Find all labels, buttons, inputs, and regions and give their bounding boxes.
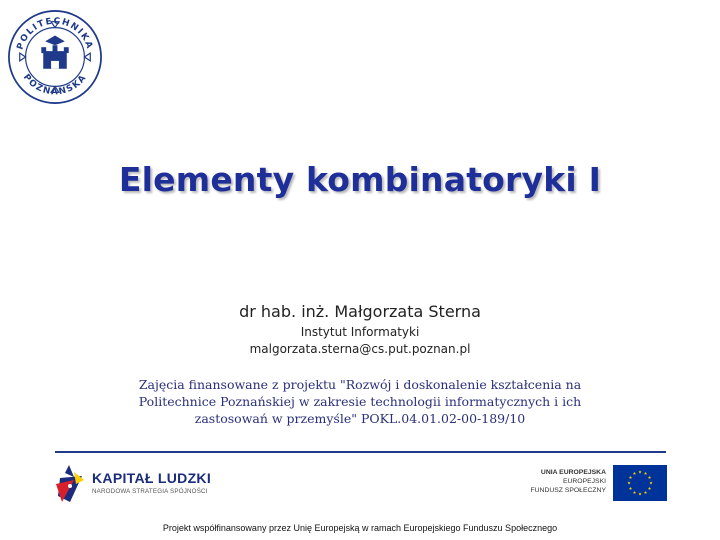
kapital-ludzki-logo: [52, 462, 86, 504]
funding-line: zastosowań w przemyśle" POKL.04.01.02-00-189/10: [194, 411, 526, 426]
slide-title: Elementy kombinatoryki I: [118, 160, 602, 199]
kapital-ludzki-name: KAPITAŁ LUDZKI: [92, 470, 212, 486]
institute-name: Instytut Informatyki: [300, 325, 420, 339]
divider-line: [55, 451, 666, 453]
seal-text-top: POLITECHNIKA: [15, 16, 95, 52]
eu-text-block: [500, 468, 606, 495]
svg-text:POZNAŃSKA: [21, 73, 89, 98]
funding-line: Politechnice Poznańskiej w zakresie technologii informatycznych i ich: [138, 394, 582, 409]
university-seal-logo: [6, 8, 104, 106]
eu-label-union: UNIA EUROPEJSKA: [540, 469, 606, 476]
eu-flag-icon: [613, 465, 667, 501]
footer-cofinancing-note: Projekt współfinansowany przez Unię Europejską w ramach Europejskiego Funduszu Społecznego: [162, 523, 558, 533]
funding-note: [130, 376, 590, 427]
author-name: dr hab. inż. Małgorzata Sterna: [239, 302, 481, 321]
eu-label-fund: FUNDUSZ SPOŁECZNY: [530, 487, 606, 494]
eu-label-european: EUROPEJSKI: [562, 478, 606, 485]
author-email[interactable]: malgorzata.sterna@cs.put.poznan.pl: [249, 342, 471, 356]
kapital-ludzki-subtitle: NARODOWA STRATEGIA SPÓJNOŚCI: [92, 488, 208, 495]
seal-text-bottom: POZNAŃSKA: [20, 72, 90, 98]
funding-line: Zajęcia finansowane z projektu "Rozwój i doskonalenie kształcenia na: [138, 377, 582, 392]
